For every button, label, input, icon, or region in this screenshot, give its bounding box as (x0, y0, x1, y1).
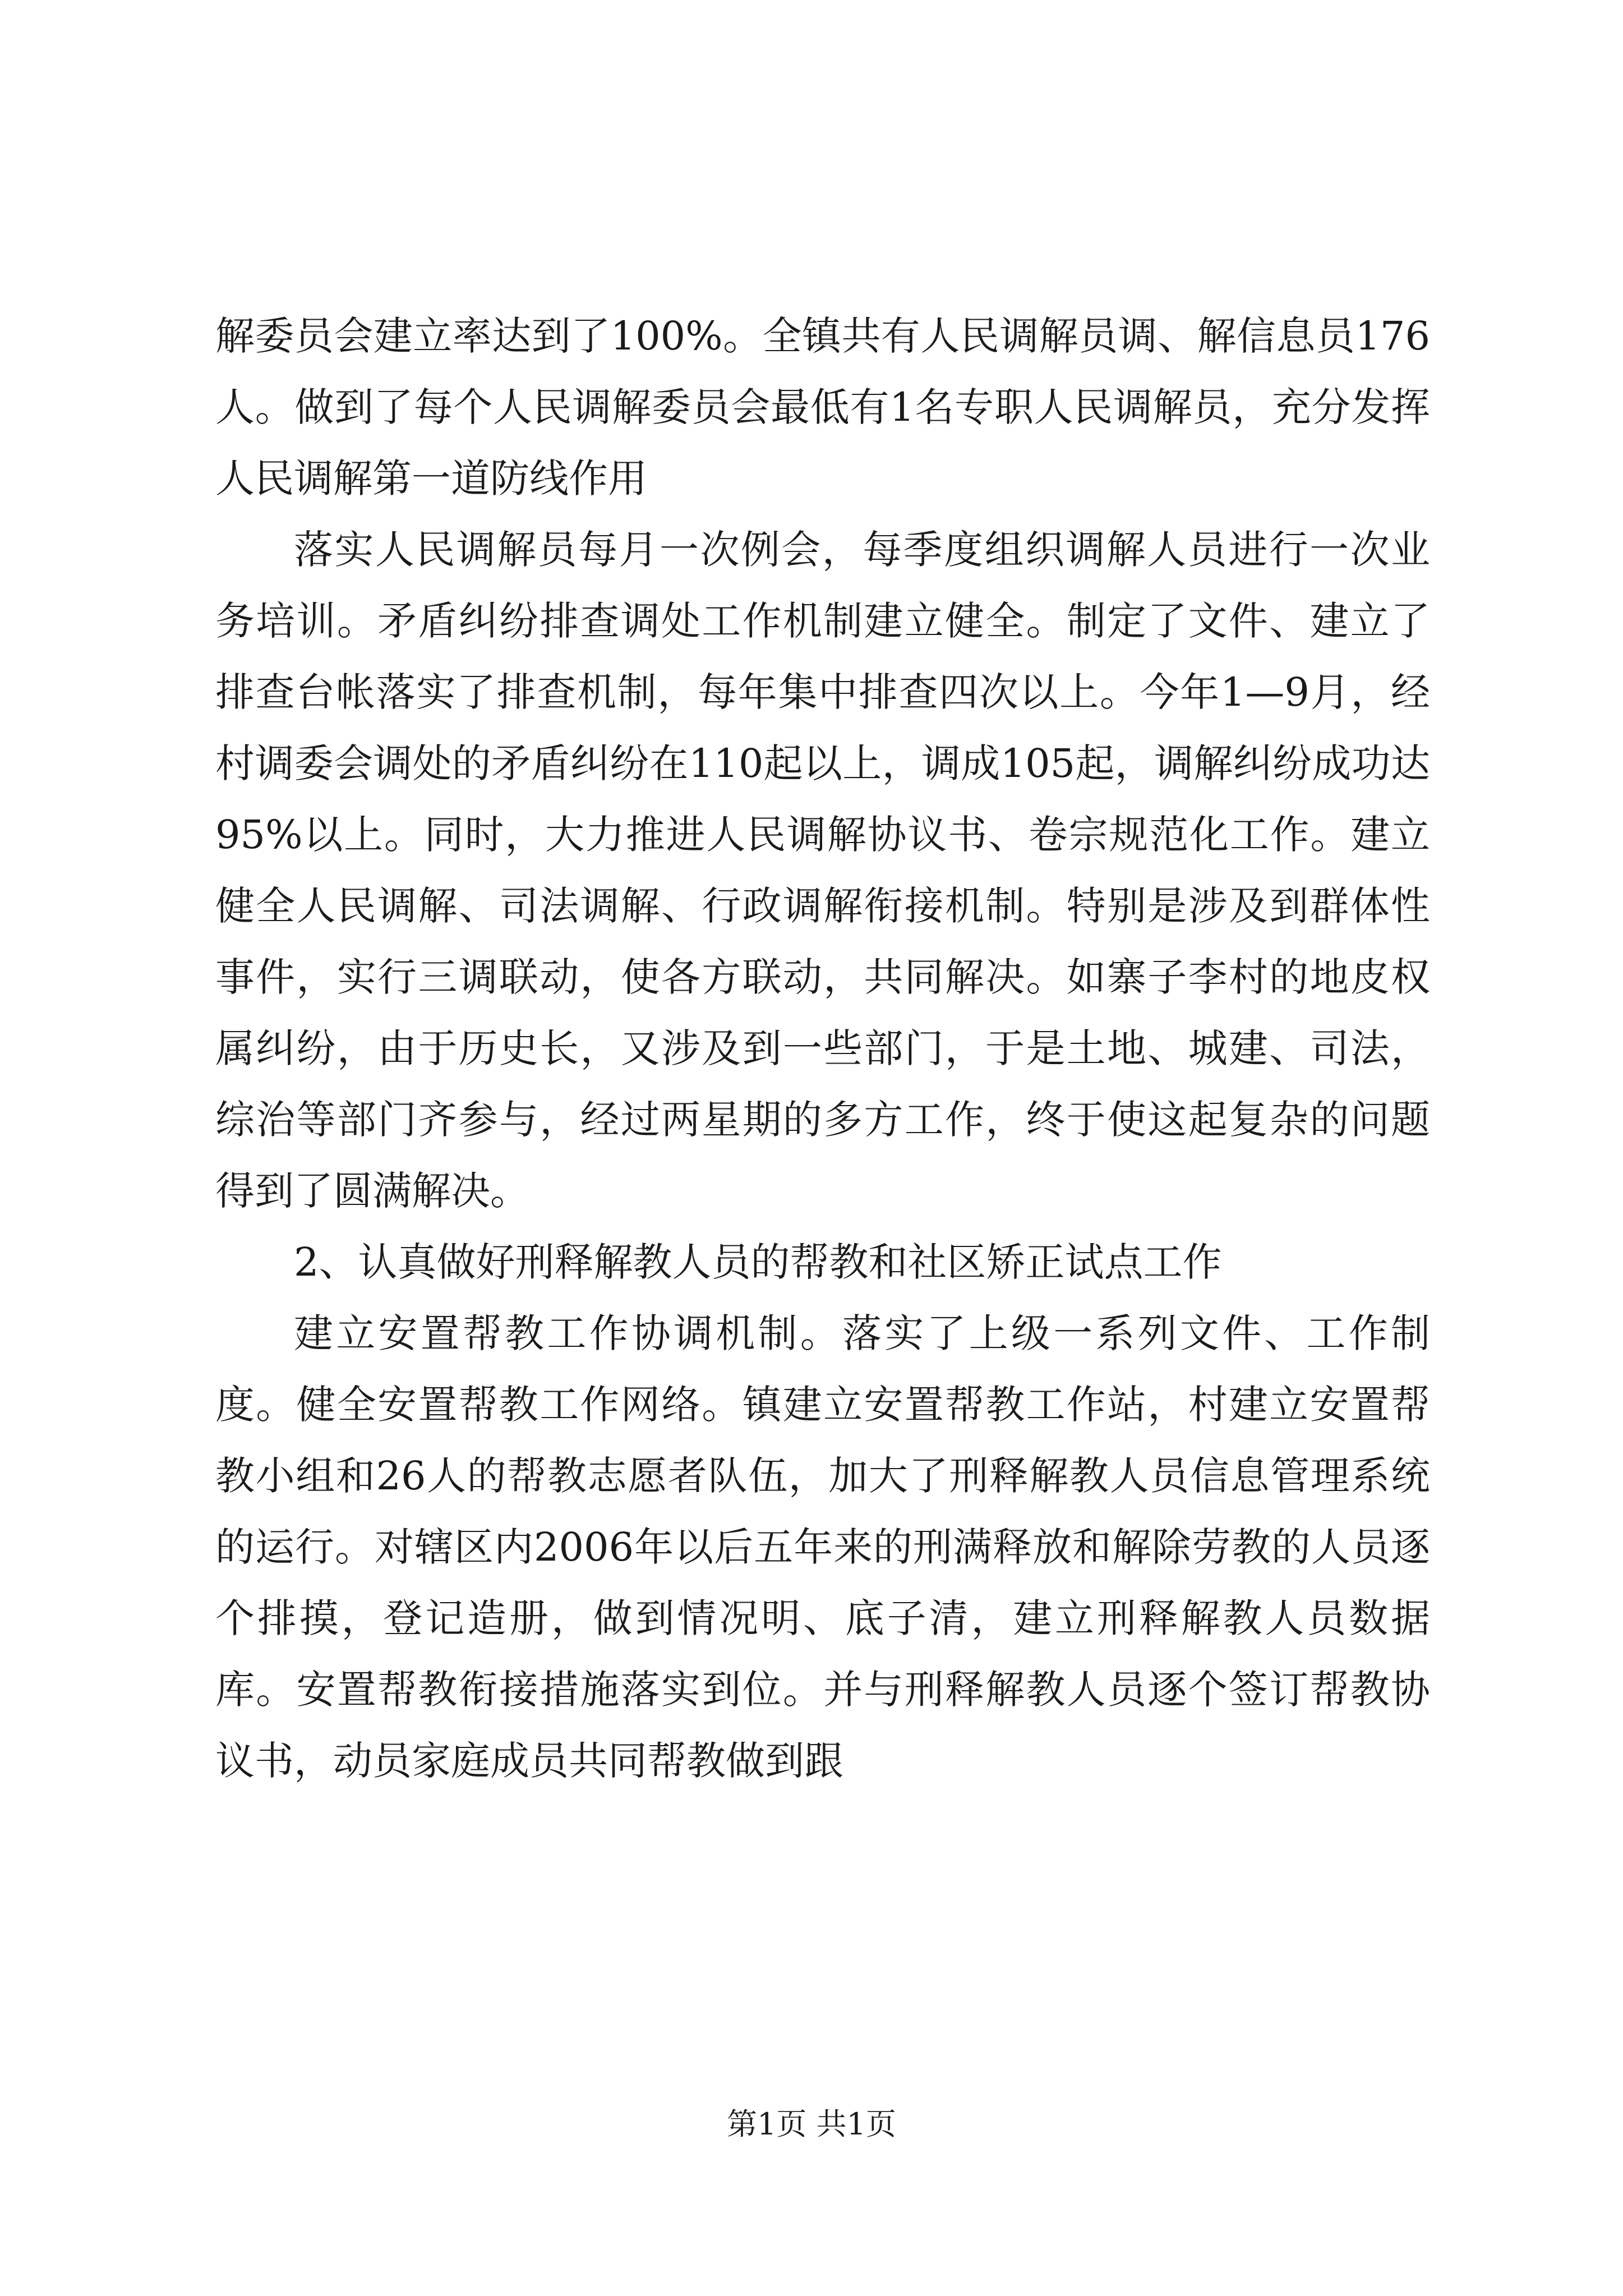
document-body (215, 301, 1430, 1797)
page-footer: 第1页 共1页 (727, 2106, 896, 2142)
paragraph-continued: 解委员会建立率达到了100%。全镇共有人民调解员调、解信息员176人。做到了每个人民调解委员会最低有1名专职人民调解员，充分发挥人民调解第一道防线作用 (215, 313, 1430, 501)
paragraph-mediation: 落实人民调解员每月一次例会，每季度组织调解人员进行一次业务培训。矛盾纠纷排查调处工作机制建立健全。制定了文件、建立了排查台帐落实了排查机制，每年集中排查四次以上。今年1—9月，经村调委会调处的矛盾纠纷在110起以上，调成105起，调解纠纷成功达95%以上。同时，大力推进人民调解协议书、卷宗规范化工作。建立健全人民调解、司法调解、行政调解衔接机制。特别是涉及到群体性事件，实行三调联动，使各方联动，共同解决。如寨子李村的地皮权属纠纷，由于历史长，又涉及到一些部门，于是土地、城建、司法，综治等部门齐参与，经过两星期的多方工作，终于使这起复杂的问题得到了圆满解决。 (215, 527, 1430, 1214)
section-heading-2: 2、认真做好刑释解教人员的帮教和社区矫正试点工作 (294, 1239, 1222, 1285)
paragraph-resettlement: 建立安置帮教工作协调机制。落实了上级一系列文件、工作制度。健全安置帮教工作网络。镇建立安置帮教工作站，村建立安置帮教小组和26人的帮教志愿者队伍，加大了刑释解教人员信息管理系统的运行。对辖区内2006年以后五年来的刑满释放和解除劳教的人员逐个排摸，登记造册，做到情况明、底子清，建立刑释解教人员数据库。安置帮教衔接措施落实到位。并与刑释解教人员逐个签订帮教协议书，动员家庭成员共同帮教做到跟 (215, 1310, 1430, 1784)
